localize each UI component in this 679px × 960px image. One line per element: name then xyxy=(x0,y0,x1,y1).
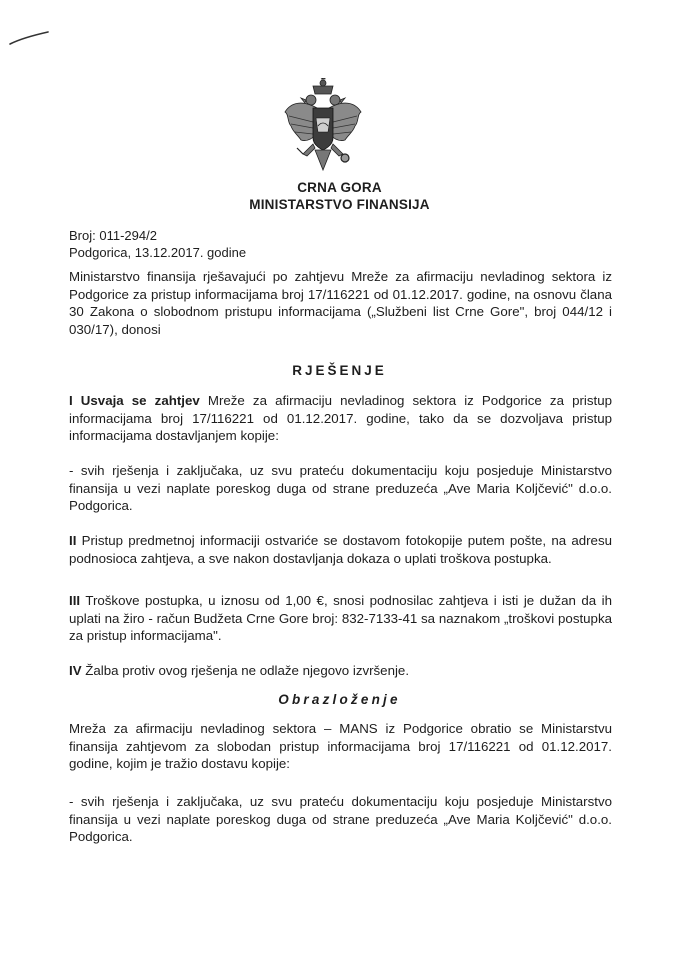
item-lead: I Usvaja se zahtjev xyxy=(69,393,200,408)
coat-of-arms-icon xyxy=(283,78,363,176)
item-text: - svih rješenja i zaključaka, uz svu prateću dokumentaciju koju posjeduje Ministarstvo finansija u vezi naplate poreskog duga od strane preduzeća „Ave Maria Koljčević" d.o.o. Podgorica. xyxy=(69,463,612,513)
decision-item-list xyxy=(69,462,612,515)
reasoning-paragraph-1: Mreža za afirmaciju nevladinog sektora – MANS iz Podgorice obratio se Ministarstvu finansija zahtjevom za slobodan pristup informacijama broj 17/116221 od 01.12.2017. godine, kojim je tražio dostavu kopije: xyxy=(69,721,612,771)
country-title: CRNA GORA xyxy=(297,180,382,195)
pen-mark xyxy=(8,30,50,48)
place-date: Podgorica, 13.12.2017. godine xyxy=(69,245,247,260)
reasoning-heading: Obrazloženje xyxy=(278,692,401,707)
ministry-title: MINISTARSTVO FINANSIJA xyxy=(249,197,430,212)
item-lead: IV xyxy=(69,663,82,678)
intro-paragraph: Ministarstvo finansija rješavajući po zahtjevu Mreže za afirmaciju nevladinog sektora iz Podgorice za pristup informacijama broj 17/116221 od 01.12.2017. godine, na osnovu člana 30 Zakona o slobodnom pristupu informacijama („Službeni list Crne Gore", broj 044/12 i 030/17), donosi xyxy=(69,269,612,337)
decision-item-3 xyxy=(69,592,612,645)
reasoning-paragraph-2: - svih rješenja i zaključaka, uz svu prateću dokumentaciju koju posjeduje Ministarstvo finansija u vezi naplate poreskog duga od strane preduzeća „Ave Maria Koljčević" d.o.o. Podgorica. xyxy=(69,794,612,844)
item-text: Pristup predmetnoj informaciji ostvariće se dostavom fotokopije putem pošte, na adresu podnosioca zahtjeva, a sve nakon dostavljanja dokaza o uplati troškova postupka. xyxy=(69,533,612,566)
item-text: Mreže za afirmaciju nevladinog sektora iz Podgorice za pristup informacijama broj 17/116221 od 01.12.2017. godine, tako da se dozvoljava pristup informacijama dostavljanjem kopije: xyxy=(69,393,612,443)
document-number: Broj: 011-294/2 xyxy=(69,228,157,243)
decision-heading: RJEŠENJE xyxy=(292,363,387,378)
item-lead: II xyxy=(69,533,77,548)
decision-item-4 xyxy=(69,662,612,680)
item-text: Žalba protiv ovog rješenja ne odlaže njegovo izvršenje. xyxy=(81,663,410,678)
item-lead: III xyxy=(69,593,81,608)
item-text: Troškove postupka, u iznosu od 1,00 €, snosi podnosilac zahtjeva i isti je dužan da ih uplati na žiro - račun Budžeta Crne Gore broj: 832-7133-41 sa naznakom „troškovi postupka za pristup informacijama". xyxy=(69,593,612,643)
decision-item-2 xyxy=(69,532,612,567)
decision-item-1 xyxy=(69,392,612,445)
